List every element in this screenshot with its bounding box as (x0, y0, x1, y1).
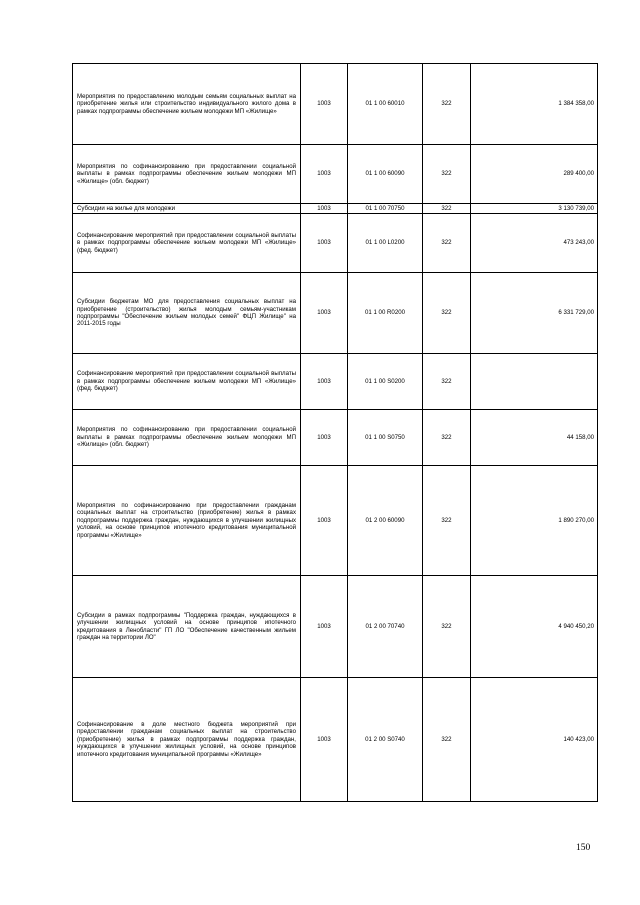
row-description: Софинансирование в доле местного бюджета мероприятий при предоставлении гражданам социальных выплат на строительство (приобретение) жилья в рамках подпрограммы поддержка граждан, нуждающихся в улучшении жилищных условий, на основе принципов ипотечного кредитования муниципальной программы «Жилище» (73, 678, 301, 802)
table-row (73, 214, 598, 273)
row-description: Софинансирование мероприятий при предоставлении социальной выплаты в рамках подпрограммы обеспечение жильем молодежи МП «Жилище» (фед. бюджет) (73, 354, 301, 410)
row-section-code: 1003 (301, 64, 348, 145)
row-target-article: 01 1 00 R0200 (348, 273, 423, 354)
page-number: 150 (576, 843, 591, 853)
row-section-code: 1003 (301, 145, 348, 204)
row-amount: 6 331 729,00 (471, 273, 598, 354)
row-target-article: 01 1 00 60010 (348, 64, 423, 145)
row-target-article: 01 1 00 S0200 (348, 354, 423, 410)
row-expense-type: 322 (423, 354, 471, 410)
row-expense-type: 322 (423, 64, 471, 145)
row-section-code: 1003 (301, 204, 348, 214)
row-target-article: 01 2 00 70740 (348, 576, 423, 678)
row-target-article: 01 1 00 L0200 (348, 214, 423, 273)
row-target-article: 01 2 00 60090 (348, 466, 423, 576)
row-target-article: 01 1 00 70750 (348, 204, 423, 214)
row-amount: 3 130 739,00 (471, 204, 598, 214)
table-row (73, 410, 598, 466)
row-amount: 473 243,00 (471, 214, 598, 273)
table-row (73, 576, 598, 678)
row-amount: 1 384 358,00 (471, 64, 598, 145)
table-row (73, 354, 598, 410)
row-target-article: 01 1 00 60090 (348, 145, 423, 204)
row-description: Мероприятия по софинансированию при предоставлении гражданам социальных выплат на строительство (приобретение) жилья в рамках подпрограммы поддержка граждан, нуждающихся в улучшении жилищных условий, на основе принципов ипотечного кредитования муниципальной программы «Жилище» (73, 466, 301, 576)
row-description: Мероприятия по софинансированию при предоставлении социальной выплаты в рамках подпрограммы обеспечение жильем молодежи МП «Жилище» (обл. бюджет) (73, 410, 301, 466)
table-row (73, 273, 598, 354)
row-expense-type: 322 (423, 410, 471, 466)
table-row (73, 466, 598, 576)
row-section-code: 1003 (301, 466, 348, 576)
row-expense-type: 322 (423, 466, 471, 576)
row-description: Мероприятия по софинансированию при предоставлении социальной выплаты в рамках подпрограммы обеспечение жильем молодежи МП «Жилище» (обл. бюджет) (73, 145, 301, 204)
row-amount: 140 423,00 (471, 678, 598, 802)
table-row (73, 678, 598, 802)
table-row (73, 204, 598, 214)
row-description: Субсидии в рамках подпрограммы "Поддержка граждан, нуждающихся в улучшении жилищных условий на основе принципов ипотечного кредитования в Ленобласти" ГП ЛО "Обеспечение качественным жильем граждан на территории ЛО" (73, 576, 301, 678)
budget-table (72, 63, 598, 802)
row-amount: 1 890 270,00 (471, 466, 598, 576)
row-expense-type: 322 (423, 273, 471, 354)
row-expense-type: 322 (423, 576, 471, 678)
row-description: Софинансирование мероприятий при предоставлении социальной выплаты в рамках подпрограммы обеспечение жильем молодежи МП «Жилище» (фед. бюджет) (73, 214, 301, 273)
row-expense-type: 322 (423, 214, 471, 273)
row-section-code: 1003 (301, 576, 348, 678)
row-section-code: 1003 (301, 273, 348, 354)
row-section-code: 1003 (301, 214, 348, 273)
row-description: Субсидии бюджетам МО для предоставления социальных выплат на приобретение (строительство) жилья молодым семьям-участникам подпрограммы "Обеспечение жильем молодых семей" ФЦП Жилище" на 2011-2015 годы (73, 273, 301, 354)
row-description: Мероприятия по предоставлению молодым семьям социальных выплат на приобретение жилья или строительство индивидуального жилого дома в рамках подпрограммы обеспечение жильем молодежи МП «Жилище» (73, 64, 301, 145)
row-amount (471, 354, 598, 410)
row-amount: 4 940 450,20 (471, 576, 598, 678)
row-amount: 44 158,00 (471, 410, 598, 466)
row-description: Субсидии на жилье для молодежи (73, 204, 301, 214)
table-row (73, 145, 598, 204)
row-section-code: 1003 (301, 410, 348, 466)
row-expense-type: 322 (423, 204, 471, 214)
row-target-article: 01 1 00 S0750 (348, 410, 423, 466)
row-expense-type: 322 (423, 145, 471, 204)
row-expense-type: 322 (423, 678, 471, 802)
table-row (73, 64, 598, 145)
row-section-code: 1003 (301, 678, 348, 802)
row-section-code: 1003 (301, 354, 348, 410)
row-amount: 289 400,00 (471, 145, 598, 204)
row-target-article: 01 2 00 S0740 (348, 678, 423, 802)
